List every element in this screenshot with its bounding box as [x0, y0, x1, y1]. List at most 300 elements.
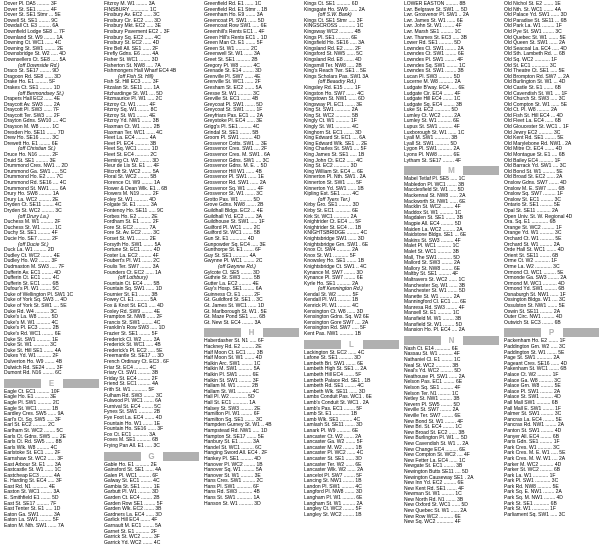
index-entry: Dumont Rd. N16 ........ 6C — [4, 370, 62, 377]
index-entry: Guilford St. WC1 ....... 5B — [204, 230, 261, 237]
index-entry: Old Fleet La. EC4 ...... 6B — [504, 118, 561, 125]
index-entry: Fox & Knot St. EC1 ..... 4D — [104, 303, 164, 310]
index-entry: Earls Ct. Gdns. SW5 ..... 2E — [4, 433, 66, 440]
index-entry: Foley St. W1 .......... 4D — [104, 196, 156, 203]
index-entry: Old Mitre Ct. EC4 ....... 4D — [504, 146, 563, 153]
index-entry-note: (off S.W. Bank) — [318, 12, 352, 19]
index-entry: Lancaster M. W2 ........ 1B — [304, 444, 362, 451]
index-entry: Duke's La. W8 ......... 5D — [4, 314, 59, 321]
index-entry: Downsbridge St. W2 ..... 4D — [4, 51, 66, 58]
index-entry: Knightrider St. EC4 .... 1B — [304, 224, 362, 231]
index-entry: Friend St. EC1 ......... 4A — [104, 381, 159, 388]
index-entry: Fournier St. E1 ........ 3B — [104, 291, 158, 298]
index-entry: Langham St. W1 ......... 2A — [304, 500, 363, 507]
index-entry: Kingsland Rd. E8 ....... 4D — [304, 56, 362, 63]
index-entry: Halsey St. SW3 ......... 2E — [204, 405, 261, 412]
index-entry: Old Sth. Lambeth Rd. ... 6B — [504, 51, 566, 58]
index-entry: Luxborough St. W1 ...... 1C — [404, 129, 465, 136]
index-entry: Dufferin Ct. EC1 ....... 4C — [4, 275, 60, 282]
index-entry: Panyer All. EC4 ........ 6B — [504, 433, 560, 440]
index-entry: Duke St. Hill SE1 ....... 4A — [4, 347, 61, 354]
index-entry: Drew Ho. SE16 ........ 3C — [4, 135, 59, 142]
index-entry: Paddington Grn. W2 ..... 3C — [504, 344, 566, 351]
index-entry: Earnshaw St. WC2 ...... 3F — [4, 455, 64, 462]
index-entry: Gutter La. EC2 ......... 4E — [204, 280, 259, 287]
index-entry: Fye Foot La. EC4 ....... 4D — [104, 414, 163, 421]
index-entry: Langley St. WC2 ........ 1B — [304, 511, 362, 518]
index-entry: Gunthorpe St. E1 ....... 6F — [204, 247, 261, 254]
index-entry: Friar St. EC4 .......... 4C — [104, 364, 156, 371]
index-entry: Lowndes Cl. SW1 ........ 2A — [404, 45, 464, 52]
index-entry: Duke St. W1 ........... 3C — [4, 342, 57, 349]
index-entry: Finsbury Cir. EC2 ...... 3D — [104, 17, 161, 24]
index-entry: Grosvenor Rd. SW1 ...... 2A — [204, 180, 266, 186]
index-entry: Outwich St. EC3 ........ 6B — [504, 319, 561, 326]
index-entry: Finsbury Sq. EC2 ...... 4C — [104, 34, 161, 41]
index-entry: Onslow M. E. SW7 ....... 6B — [504, 185, 565, 192]
index-entry: Old Sq. WC2 ........... 1F — [504, 56, 558, 63]
index-entry: Fleet St. EC4 .......... 2C — [104, 152, 157, 159]
index-entry: Halkin Pl. SW1 ......... 6E — [204, 372, 259, 378]
index-entry: Drakes Ct. SE1 ......... 1D — [4, 84, 61, 91]
index-entry: Orde Hall St. WC1 ....... 4D — [504, 247, 565, 254]
index-entry: Green St. W1 .......... 2C — [204, 45, 258, 52]
index-entry: New Oxford St. WC1 ...... 5D — [404, 502, 468, 509]
index-entry: Lafone St. SE1 .......... 3D — [304, 355, 361, 362]
index-entry: Garrick St. WC2 ........ 3F — [104, 534, 160, 541]
index-entry: Neal St. WC2 ........... 3B — [404, 362, 459, 369]
index-entry: Hanson St. W1 .......... 3D — [204, 500, 261, 507]
index-entry: Orient St. SE11 ........ 6B — [504, 252, 559, 259]
index-entry: Lancaster St. SE1 ...... 3D — [304, 455, 362, 462]
index-entry: Pakenham St. WC1 ....... 6B — [504, 366, 567, 373]
index-entry: Onslow St. EC1 ......... 3C — [504, 196, 561, 203]
index-entry: Lowndes St. SW1 ........ 3B — [404, 68, 464, 75]
index-entry: Knox Ct. SW4 .......... 2A — [304, 247, 359, 254]
index-entry: Downing St. SW1 ........ 2E — [4, 45, 64, 52]
index-entry: Grenade St. E14 ........ 3D — [204, 68, 262, 75]
index-entry: Hallam St. W1 .......... 4C — [204, 388, 260, 395]
index-entry: Open Univ. St. W. Regional 4D — [504, 213, 573, 220]
index-entry: Greystoke Pl. EC4 ...... 3E — [204, 118, 263, 125]
index-entry: Kendall Pl. W1 ......... 1B — [304, 297, 359, 304]
index-entry: Opal St. SE11 .......... 2A — [504, 207, 559, 214]
index-entry: King St. SW1 ........... 2A — [304, 107, 358, 114]
index-entry: Kinghorn St. EC1 ....... 3D — [304, 129, 362, 136]
index-entry: Hanbury St. E1 ......... 3A — [204, 439, 260, 446]
index-entry: Park Cres. M. W. W1 .... 2A — [504, 455, 566, 462]
index-entry: Lambeth Palace Rd. SE1 . 1B — [304, 377, 371, 384]
index-entry: Eagle St. WC1 ......... 1B — [4, 405, 59, 412]
index-entry-note: (off Downside Rd.) — [18, 62, 60, 69]
index-entry-note: (off Bermondsey St.) — [18, 90, 64, 97]
index-entry: Hamilton Sq. SE1 ....... 3C — [204, 416, 263, 423]
index-entry: Duke of York Sq. SW3 ... 4D — [4, 297, 67, 304]
index-entry: Grosvenor Cres. SW1 .... 2F — [204, 146, 268, 153]
index-entry: Fish St. Hill EC3 ....... 3F — [104, 79, 159, 86]
index-entry: Dover St. SE1 ......... 4F — [4, 6, 57, 13]
index-entry: Dufour's Pl. W1 ........ 5C — [4, 286, 59, 293]
index-entry: Finsbury Pavement EC2 .. 3F — [104, 28, 170, 35]
index-entry: Friday St. EC4 ......... 2F — [104, 375, 158, 382]
index-entry: Old Gloucester St. WC1 .. 1F — [504, 124, 569, 131]
index-entry: Fulham Rd. SW3 ........ 3C — [104, 392, 163, 399]
index-entry: Lwr. Belgrave St. SW1 ... 5D — [404, 6, 468, 13]
index-entry: Dudley Ho. W2 ........ 3F — [4, 258, 58, 265]
index-entry: Eardley Cres. SW5 ...... 9A — [4, 411, 64, 418]
index-entry: Gresse St. W1 .......... 3C — [204, 90, 260, 97]
index-entry: Kingsland Rd. E2 ....... 2F — [304, 45, 361, 52]
index-entry: Kent Pas. NW1 .......... 1B — [304, 331, 361, 338]
index-entry: Fynes St. SW1 .......... 2B — [104, 409, 161, 416]
index-entry: Dulwich Rd. SE24 ....... 3F — [4, 364, 63, 371]
index-entry: Lambs Conduit Pas. WC1 . 6E — [304, 394, 372, 401]
index-entry: Lambeth Hill EC4 ....... 5F — [304, 372, 362, 378]
index-entry: Lambeth Bri. SW1 ....... 6E — [304, 360, 364, 367]
index-entry: Old Brompton Rd. SW7 ... 2A — [504, 73, 570, 80]
index-entry: Lwr. John St. W1 ........ 4F — [404, 23, 462, 30]
index-entry: Fountain Ho. SE16 ...... 3F — [104, 426, 164, 433]
index-entry: Greville St. EC1 ....... 4B — [204, 96, 259, 103]
index-entry: Lwr. Grosvenor Pl. SW1 .. 2A — [404, 12, 470, 19]
index-entry: Park St. SE1 ........... 6B — [504, 500, 557, 507]
index-entry: Drayson M. W8 ........ 1C — [4, 124, 59, 131]
index-entry: Pall Mall SW1 .......... 6B — [504, 399, 558, 406]
index-entry: Lytham St. SE17 ........ 4F — [404, 157, 462, 164]
index-entry: Lwr. Thames St. EC3 ..... 3B — [404, 34, 467, 41]
index-entry: Old Bond St. W1 ......... 5E — [504, 168, 563, 175]
index-entry: Foxley Rd. SW9 ........ 4E — [104, 308, 161, 315]
index-entry: Grove Gdns. NW8 ....... 2B — [204, 202, 264, 209]
index-entry: Neville St. SW7 ........ 2A — [404, 407, 459, 414]
index-entry: Finsbury St. EC2 ...... 4D — [104, 40, 160, 47]
index-entry: Frederick's Pl. EC2 ..... 5E — [104, 347, 163, 354]
index-entry: Ludgate Hill EC4 ....... 1C — [404, 96, 461, 103]
index-entry: Foulis Ter. SW7 ........ 3A — [104, 263, 159, 270]
index-entry: Osnaburgh St. NW1 ...... 1F — [504, 291, 566, 298]
index-entry: Kinnerton Yd. SW1 ...... 1B — [304, 185, 364, 192]
index-entry: Halkin Arc. SW1 ........ 1C — [204, 360, 261, 367]
index-entry: Garlick Hill EC4 ....... 4F — [104, 517, 158, 524]
index-entry: Manchester St. W1 ....... 5D — [404, 288, 466, 295]
index-entry: Newington Butts SE11 .... 5D — [404, 468, 469, 475]
index-entry: Eaton Ga. SW1 ......... 3A — [4, 511, 61, 518]
index-entry: Old Quebec St. W1 ....... 5E — [504, 34, 566, 41]
index-entry: Magdalen St. SE1 ....... 3B — [404, 215, 463, 222]
index-entry: Fisher St. WC1 ........ 3D — [104, 56, 159, 63]
index-entry: New Cavendish St. W1 ... 2A — [404, 440, 469, 447]
index-entry: Kingsmill Ter. NW8 ..... 2B — [304, 62, 362, 69]
index-entry: Pageant Cres. SE16 ...... 4D — [504, 360, 568, 367]
index-entry: Flitcroft St. WC2 ....... 5A — [104, 168, 160, 175]
index-entry: Maiden La. WC2 ......... 2A — [404, 226, 463, 233]
index-entry: Lwr. James St. W1 ...... 6E — [404, 17, 463, 24]
index-entry: Ludgate Sq. EC4 ........ 3B — [404, 101, 463, 108]
index-entry: Grosvenor St. W1 ....... 3C — [204, 191, 263, 198]
index-entry: Draycott Pl. SW3 ...... 7F — [4, 107, 60, 114]
index-entry: Guthrie St. SW3 ........ 5B — [204, 275, 261, 282]
index-entry: Kingsley Rd. E15 ....... 1F — [304, 84, 361, 91]
index-entry: Knightsbridge Ct. SW1 .. 4C — [304, 263, 367, 270]
index-entry-note: (off Kennington Rd.) — [318, 286, 363, 293]
index-entry: Garden Ct. EC4 ........ 2B — [104, 495, 160, 502]
index-entry: Grosvenor Hill W1 ...... 4B — [204, 168, 262, 175]
index-entry: Greenhill's Rents EC1 .. 4F — [204, 28, 265, 35]
index-entry: Lygon Pl. SW1 .......... 2A — [404, 146, 460, 153]
index-entry: Fleur de Lis St. E1 .... 4F — [104, 163, 160, 170]
index-entry: Neathouse Pl. SW1 ...... 2A — [404, 373, 465, 380]
index-entry: Lwr. Marsh SE1 ......... 1C — [404, 28, 461, 35]
index-entry: Drapers Hall EC2 ...... 4E — [4, 96, 61, 103]
index-entry: Mansfield M. W1 ........ 3B — [404, 316, 462, 323]
index-entry: Orchard Ct. W1 .......... 5E — [504, 235, 562, 242]
index-entry: Park Cres. M. E. W1 ..... 5E — [504, 450, 566, 457]
index-entry: Flowers M. N19 ........ 2F — [104, 191, 159, 198]
index-entry: Haberdasher St. N1 ..... 6F — [204, 338, 264, 345]
index-entry: Forset St. W1 ......... 2E — [104, 235, 156, 242]
index-entry: Luke St. EC2 ........... 5D — [404, 107, 458, 114]
index-entry: Kings Ct. SE1 .......... 6D — [304, 1, 359, 7]
index-entry: Duchess St. W1 ......... 1C — [4, 224, 62, 231]
index-entry: Drummond Cres. NW1 ... 2D — [4, 163, 68, 170]
index-entry: Guy's Hosp. SE1 ........ 6A — [204, 286, 262, 293]
index-entry: Lancaster Wlk. W2 ...... 2A — [304, 467, 364, 474]
index-entry: Mansell St. E1 .......... 1C — [404, 310, 460, 317]
index-entry: Draycott Av. SW3 ...... 2A — [4, 101, 60, 108]
index-entry: Gt. Guildford St. SE1 .. 3C — [204, 297, 263, 304]
index-entry: Fore St. Av. EC2 ....... 3C — [104, 230, 160, 237]
index-entry: Dover Pl. DA5 ......... 3F — [4, 1, 57, 7]
index-entry: Lancaster Pl. WC2 ...... 4C — [304, 450, 364, 457]
index-entry: Greycoat Pl. SW1 ....... 5D — [204, 101, 263, 108]
index-entry: Grosvenor Sq. W1 ....... 4F — [204, 185, 264, 192]
index-entry: Garden Row SE1 ........ 5F — [104, 500, 163, 507]
section-letter: G — [141, 452, 163, 461]
index-entry: Garrick Yd. WC2 ....... 4C — [104, 539, 161, 546]
index-entry: Magpie All. EC4 ......... 5D — [404, 220, 462, 227]
index-entry: Manette St. W1 ......... 2A — [404, 293, 460, 300]
index-entry: Hans Pl. SW1 ........... 6F — [204, 483, 260, 490]
index-entry: Paris Gdn. SE1 ......... 1F — [504, 439, 560, 446]
index-entry: Earl's Ct. Sq. SW5 ..... 3F — [4, 416, 61, 423]
index-entry: Frederick Cl. W2 ....... 3A — [104, 336, 160, 343]
index-entry: Lamb Wlk. SE1 ......... 4C — [304, 416, 361, 423]
index-entry: Grenville St. WC1 ...... 2F — [204, 79, 261, 86]
index-entry: Fox Ct. EC1 ........... 3A — [104, 431, 156, 438]
index-entry: Fulwood Pl. WC1 ....... 6A — [104, 398, 162, 405]
index-entry: Eaton La. SW1 ......... 5F — [4, 517, 59, 524]
index-entry: Duke of York St. SW1 .... 5E — [4, 303, 67, 310]
index-entry: New Change EC4 ......... 6E — [404, 446, 466, 453]
index-entry: New Row WC2 .......... 6E — [404, 513, 461, 520]
index-entry: Drummond St. NW1 ...... 6A — [4, 185, 66, 192]
index-entry: Duke's Pl. EC3 ......... 2B — [4, 325, 59, 332]
index-entry: Maidstone Bldgs. SE1 ... 6E — [404, 232, 467, 239]
index-entry: Garbutt Pl. W1 ......... 3D — [104, 489, 159, 496]
index-entry: Old Kent Rd. SE1 ........ 5E — [504, 135, 564, 142]
index-entry: Orme Ct. W2 ........... 1F — [504, 258, 558, 265]
index-entry: Half Moon St. W1 ....... 4D — [204, 355, 263, 362]
index-entry: Handel St. WC1 ......... 6C — [204, 444, 262, 451]
index-entry: Lucerne M. W8 .......... 2A — [404, 79, 461, 86]
index-entry: Ormond M. WC1 .......... 4D — [504, 280, 565, 287]
index-entry: Eagle Ho. E1 .......... 3E — [4, 394, 57, 401]
index-entry: Kirby St. EC1 ........... 6E — [304, 207, 359, 214]
index-entry: Downing Ct. WC1 ...... 4C — [4, 40, 62, 47]
section-letter: P — [541, 328, 563, 337]
index-entry: Kingsgate Ho. SW9 ...... 2A — [304, 6, 365, 13]
index-entry: Duke Rd. W4 .......... 3C — [4, 308, 57, 315]
index-entry: Old Cavendish St. W1 .... 1F — [504, 90, 568, 97]
index-entry: Dragoon Rd. SE8 ...... 3D — [4, 73, 61, 80]
index-entry: Lower Rd. SE1 .......... 5D — [404, 40, 461, 47]
index-column-3 — [204, 1, 299, 507]
index-entry: Duchess M. W1 ......... 2F — [4, 219, 61, 226]
index-entry: Old Pye St. SW1 ........ 3C — [504, 28, 562, 35]
index-entry-note: (off Gwynne Rd.) — [218, 263, 256, 270]
index-entry: Neville Ter. SW7 ........ 6E — [404, 412, 461, 419]
index-entry: Macklin St. WC2 ........ 4F — [404, 204, 461, 211]
index-entry: Paddington St. W1 ....... 5E — [504, 349, 565, 356]
index-entry: Greycoat St. SW1 ....... 1F — [204, 107, 263, 114]
index-entry: Neal's Yd. WC2 ......... 5D — [404, 368, 461, 375]
index-entry: Kingston Ho. SW7 ....... 4C — [304, 90, 364, 97]
index-entry: Grigg's Pl. SE1 ......... 4C — [204, 124, 260, 131]
index-column-2 — [104, 1, 199, 546]
index-column-6 — [504, 1, 599, 518]
index-entry: Lamlash St. SE11 ....... 3D — [304, 422, 363, 429]
index-entry: King St. EC2 ........... 3D — [304, 163, 358, 170]
index-entry: Downland St. W9 ........ 1A — [4, 34, 63, 41]
index-entry: Nash Ct. E14 ........... 6E — [404, 345, 458, 352]
index-entry: Old Fish St. Hill EC4 ... 4D — [504, 112, 563, 119]
index-entry: Fore St. EC2 .......... 7A — [104, 224, 156, 231]
index-entry: Ormond Yd. SW1 ......... 6B — [504, 286, 565, 293]
index-entry: Langham Pl. W1 ......... 6E — [304, 495, 363, 502]
index-entry: Manningford Cl. EC1 ..... 6E — [404, 299, 467, 306]
index-entry: Guilford Pl. WC1 ....... 2C — [204, 224, 261, 231]
index-entry: Drummond Ga. SW1 ..... 5C — [4, 168, 67, 175]
index-entry: Fleet Sq. WC1 ......... 1D — [104, 146, 159, 153]
index-entry: Fortune St. EC1 ........ 4D — [104, 247, 161, 254]
index-entry: Eastcheap EC3 ......... 4A — [4, 472, 61, 479]
index-entry: Kynance M. SW7 ........ 3D — [304, 269, 363, 276]
index-entry: Firefly Gdns. E6 ....... 4A — [104, 51, 159, 58]
index-entry: Furnival St. EC4 ........ 5C — [104, 403, 161, 410]
index-entry: Galen Pl. WC1 ......... 6F — [104, 472, 159, 479]
index-entry: Fitzhardinge St. W1 .... 5D — [104, 90, 163, 97]
index-entry: Kings Scholars Pas. SW1 3A — [304, 73, 369, 80]
index-entry: Drummond Ho. E2 ...... 7C — [4, 174, 63, 181]
index-entry: KNIGHTSBRIDGE ......... 4C — [304, 230, 368, 237]
index-entry: Nathaniel Cl. E1 ........ 1C — [404, 357, 461, 364]
index-entry: Garden Wlk. EC2 ....... 3B — [104, 506, 162, 513]
index-entry: Parliament Sq. SW1 ..... 3C — [504, 511, 566, 518]
index-entry: Hans Rd. SW3 .......... 4B — [204, 489, 260, 496]
index-entry: Downsellers Ct. SE8 ..... 5A — [4, 56, 66, 63]
section-letter-band — [404, 166, 499, 175]
index-entry: Mabledon Pl. WC1 ....... 3B — [404, 181, 465, 188]
index-entry: Hallam M. W1 .......... 2B — [204, 383, 259, 390]
index-entry: Fitzroy Yd. NW1 ....... 3B — [104, 118, 159, 125]
index-entry: Lancaster Ga. W2 ....... 5F — [304, 439, 363, 446]
index-entry: Kensington Rd. SW7 ..... 5F — [304, 325, 366, 332]
section-letter: E — [41, 379, 63, 388]
index-entry: Kingly Ct. W1 .......... 1F — [304, 118, 357, 125]
index-entry: Fowey Cl. E1 .......... 5A — [104, 297, 157, 304]
index-entry: Mabel Tetlaf Pl. SE5 ..... 1C — [404, 176, 466, 183]
index-entry: Parker M. WC2 .......... 4D — [504, 461, 562, 468]
index-entry: King's Reach Twr. SE1 .. 5E — [304, 68, 367, 75]
index-entry: Half Moon Ct. EC1 ...... 3B — [204, 349, 263, 356]
index-entry: Packenham Ho. E2 ....... 1F — [504, 338, 566, 345]
index-entry: Flaxman Ct. W1 ........ 2B — [104, 124, 160, 131]
index-entry: New Inn Yd. EC2 ......... 6E — [404, 480, 464, 487]
index-entry: Groom Pl. SW1 ......... 4D — [204, 135, 261, 142]
index-entry: Netley St. NW1 ......... 3B — [404, 396, 460, 403]
index-entry: New North Rd. N1 ....... 3B — [404, 496, 464, 503]
index-entry: Drayton Gdns. SW10 .... 4C — [4, 118, 66, 125]
index-entry: Park Cres. W1 .......... 3C — [504, 444, 560, 451]
index-entry: Dudley Ct. WC2 ........ 4E — [4, 252, 60, 259]
index-entry: Fleet La. EC4 ......... 4A — [104, 135, 156, 142]
index-entry: Oswin St. SE11 ......... 2A — [504, 308, 561, 315]
index-entry: Guildhouse St. SW1 ..... 1F — [204, 219, 265, 226]
index-entry: Kingly St. W1 ........... 4C — [304, 124, 359, 131]
index-entry: Malet St. WC1 .......... 3B — [404, 248, 460, 255]
index-entry: Lambeth Wlk. SE11 ...... 3D — [304, 388, 366, 395]
index-entry: Old Jewry EC2 .......... 3C — [504, 129, 561, 136]
index-entry: Maltby St. SE1 ......... 4F — [404, 271, 459, 278]
index-entry: Lyall St. SW1 .......... 5D — [404, 140, 457, 147]
index-entry: Lowndes Sq. SW1 ........ 1C — [404, 62, 466, 69]
index-entry: Fishmongers Hall Wharf EC4 4B — [104, 68, 177, 75]
index-entry-note: (off Lothbury) — [118, 275, 148, 282]
index-entry: Macclesfield St. W1 ..... 5D — [404, 187, 465, 194]
index-entry: Orchard St. W1 ......... 2A — [504, 241, 560, 248]
index-entry: Friary Ct. SW1 ......... 3B — [104, 370, 159, 377]
index-entry: Kendal St. W2 .......... 5F — [304, 291, 359, 298]
index-entry: FINSBURY ............. 1C — [104, 6, 157, 13]
index-entry: Old Park La. W1 ......... 1F — [504, 23, 562, 30]
index-entry: Dover St. SE1 Stmr ... 5E — [4, 12, 61, 19]
index-entry: King Charles St. SW1 .... 5F — [304, 146, 367, 153]
index-entry: Ludgate Cir. EC4 ....... 4F — [404, 90, 461, 97]
index-entry: Greenham Ho. E9 ....... 3A — [204, 12, 263, 19]
index-entry: Gun St. E1 ............ 4D — [204, 235, 255, 242]
index-entry: Nelson Ter. N1 ......... 1C — [404, 390, 459, 397]
index-entry: Orme La. W2 ............ 3C — [504, 263, 560, 270]
index-entry: Hampstead Rd. NW1 ..... 1D — [204, 427, 268, 434]
index-entry: Duke St. SW1 .......... 1E — [4, 336, 59, 343]
index-entry: Langley Ct. WC2 ........ 5F — [304, 506, 362, 513]
index-entry: Newman St. W1 ......... 1C — [404, 491, 462, 498]
index-entry: Kensington Gdns. Sq. W2 6E — [304, 314, 370, 321]
index-entry: Franklin's Row SW3 ..... 1D — [104, 325, 165, 332]
index-entry: Hampden Gurney St. W1 .. 4B — [204, 422, 272, 429]
index-entry: Page St. SW1 ........... 2A — [504, 355, 560, 362]
index-entry: Newgate St. EC1 ........ 3B — [404, 463, 463, 470]
index-entry: Frith St. W1 ........... 5F — [104, 386, 155, 393]
index-entry: Fitzroy M. W1 ........ 3A — [104, 1, 155, 7]
index-entry: Lumley St. W1 .......... 6E — [404, 118, 460, 125]
index-entry: Lambeth High St. SE1 ... 2A — [304, 366, 367, 373]
index-entry: Grosvenor Gdns. SW1 .... 3C — [204, 157, 270, 164]
index-entry: Nelson Pas. EC1 ........ 6E — [404, 379, 463, 386]
index-entry: Dowell St. SE1 ........ 9C — [4, 17, 58, 24]
index-entry: Kings Pl. SE1 .......... 6E — [304, 34, 358, 41]
index-entry: New Quebec St. W1 ...... 2A — [404, 508, 467, 515]
